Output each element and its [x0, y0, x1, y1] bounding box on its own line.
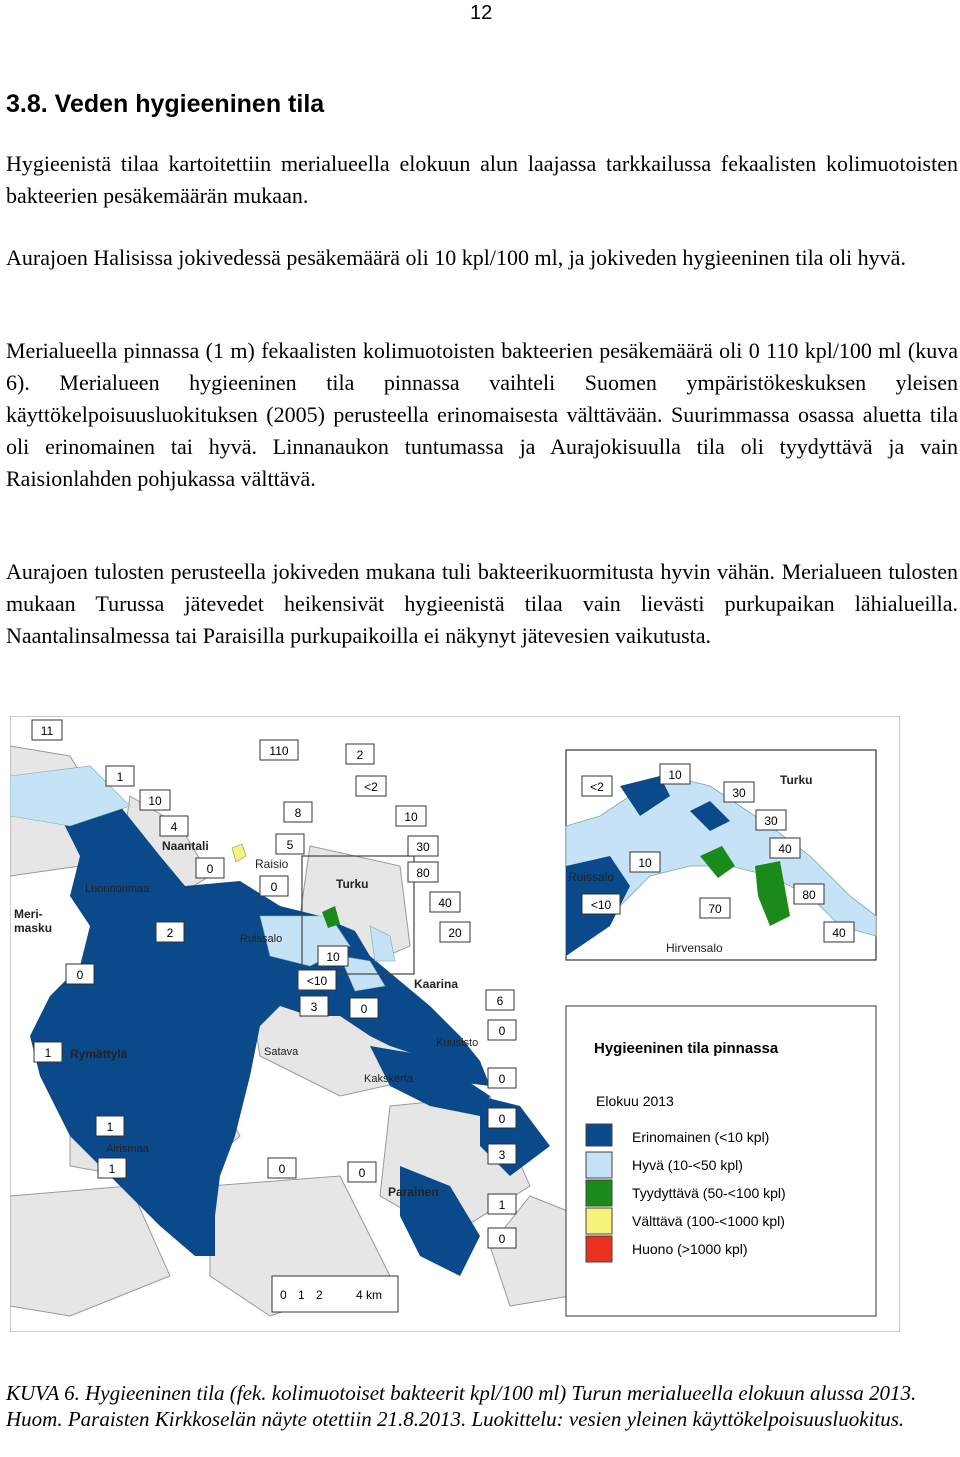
place-raisio: Raisio	[255, 857, 289, 871]
svg-text:4: 4	[170, 820, 178, 834]
svg-text:70: 70	[708, 902, 722, 916]
sample-value-8	[260, 876, 288, 896]
svg-text:8: 8	[294, 806, 302, 820]
svg-text:<10: <10	[306, 974, 328, 988]
svg-text:0: 0	[360, 1002, 368, 1016]
place-parainen: Parainen	[388, 1185, 439, 1199]
svg-text:0: 0	[270, 880, 278, 894]
place-ruissalo: Ruissalo	[240, 933, 283, 945]
place-merimasku: Meri-	[14, 907, 43, 921]
place-kaarina: Kaarina	[414, 977, 459, 991]
sample-value-14	[430, 892, 460, 912]
figure-caption: KUVA 6. Hygieeninen tila (fek. kolimuotoiset bakteerit kpl/100 ml) Turun merialueella elokuun alussa 2013. Huom. Paraisten Kirkkoselän näyte otettiin 21.8.2013. Luokittelu: vesien yleinen käyttökelpoisuusluokitus.	[6, 1381, 917, 1431]
svg-text:0: 0	[76, 968, 84, 982]
inset-value-8	[582, 894, 620, 914]
place-naantali: Naantali	[162, 839, 209, 853]
sample-value-7	[276, 834, 304, 854]
legend-title: Hygieeninen tila pinnassa	[594, 1040, 779, 1057]
paragraph-2: Aurajoen Halisissa jokivedessä pesäkemäärä oli 10 kpl/100 ml, ja jokiveden hygieeninen tila oli hyvä.	[6, 245, 906, 270]
svg-text:2: 2	[356, 748, 364, 762]
sample-value-26	[96, 1116, 124, 1136]
place-satava: Satava	[264, 1046, 299, 1058]
sample-value-15	[440, 922, 470, 942]
inset-value-0	[582, 776, 612, 796]
sample-value-16	[346, 744, 374, 764]
sample-value-3	[160, 816, 188, 836]
svg-text:30: 30	[416, 840, 430, 854]
svg-text:<2: <2	[364, 780, 378, 794]
svg-text:10: 10	[326, 950, 340, 964]
sample-value-17	[318, 946, 348, 966]
sample-value-25	[488, 1068, 516, 1088]
sample-value-5	[260, 740, 298, 760]
place-merimasku-2: masku	[14, 921, 53, 935]
svg-text:1: 1	[106, 1120, 114, 1134]
legend-label-3: Välttävä (100-<1000 kpl)	[632, 1213, 785, 1229]
svg-text:<2: <2	[590, 780, 604, 794]
page-number: 12	[470, 2, 493, 24]
sample-value-21	[34, 1042, 62, 1062]
inset-ruissalo: Ruissalo	[568, 870, 615, 884]
svg-text:30: 30	[732, 786, 746, 800]
svg-text:2: 2	[166, 926, 174, 940]
svg-text:11: 11	[40, 724, 54, 738]
scale-bar	[272, 1276, 398, 1312]
legend-swatch-0	[586, 1124, 612, 1146]
sample-value-4	[196, 858, 224, 878]
svg-text:<10: <10	[590, 898, 612, 912]
legend-swatch-2	[586, 1180, 612, 1206]
sample-value-11	[396, 806, 426, 826]
sample-value-19	[300, 996, 328, 1016]
sample-value-32	[268, 1158, 296, 1178]
svg-text:110: 110	[269, 744, 289, 758]
svg-text:40: 40	[438, 896, 452, 910]
sample-value-10	[356, 776, 386, 796]
inset-value-6	[770, 838, 800, 858]
sample-value-30	[488, 1194, 516, 1214]
svg-text:40: 40	[832, 926, 846, 940]
section-heading: 3.8. Veden hygieeninen tila	[6, 90, 325, 118]
sample-value-20	[66, 964, 94, 984]
sample-value-31	[488, 1228, 516, 1248]
legend-swatch-4	[586, 1236, 612, 1262]
svg-text:10: 10	[668, 768, 682, 782]
paragraph-3: Merialueella pinnassa (1 m) fekaalisten kolimuotoisten bakteerien pesäkemäärä oli 0 110 kpl/100 ml (kuva 6). Merialueen hygieeninen tila pinnassa vaihteli Suomen ympäristökeskuksen yleisen käyttökelpoisuusluokituksen (2005) perusteella erinomaisesta välttävään. Suurimmassa osassa aluetta tila oli erinomainen tai hyvä. Linnanaukon tuntumassa ja Aurajokisuulla tila oli tyydyttävä ja vain Raisionlahden pohjukassa välttävä.	[6, 338, 958, 491]
sample-value-24	[488, 1020, 516, 1040]
svg-text:1: 1	[498, 1198, 506, 1212]
place-kakskerta: Kakskerta	[364, 1073, 413, 1085]
svg-text:0: 0	[498, 1024, 506, 1038]
inset-hirvensalo: Hirvensalo	[666, 941, 723, 955]
legend	[566, 1006, 876, 1316]
sample-value-9	[156, 922, 184, 942]
sample-value-29	[488, 1144, 516, 1164]
sample-value-22	[350, 998, 378, 1018]
svg-text:1: 1	[108, 1162, 116, 1176]
inset-value-1	[660, 764, 690, 784]
scale-1: 1	[298, 1288, 305, 1302]
scale-4: 4 km	[356, 1288, 383, 1302]
sample-value-28	[98, 1158, 126, 1178]
legend-label-0: Erinomainen (<10 kpl)	[632, 1129, 770, 1145]
svg-text:0: 0	[358, 1166, 366, 1180]
paragraph-1: Hygieenistä tilaa kartoitettiin merialueella elokuun alun laajassa tarkkailussa fekaalisten kolimuotoisten bakteerien pesäkemäärän mukaan.	[6, 151, 958, 208]
place-rymattyla: Rymättylä	[70, 1047, 128, 1061]
svg-text:30: 30	[764, 814, 778, 828]
svg-text:0: 0	[498, 1072, 506, 1086]
sample-value-6	[284, 802, 312, 822]
place-turku: Turku	[336, 877, 369, 891]
svg-text:10: 10	[638, 856, 652, 870]
svg-text:10: 10	[404, 810, 418, 824]
place-airismaa: Airismaa	[106, 1143, 149, 1155]
sample-value-0	[32, 720, 62, 740]
svg-text:3: 3	[498, 1148, 506, 1162]
paragraph-4: Aurajoen tulosten perusteella jokiveden mukana tuli bakteerikuormitusta hyvin vähän. Merialueen tulosten mukaan Turussa jätevedet heikensivät hygieenistä tilaa vain lievästi purkupaikan lähialueilla. Naantalinsalmessa tai Paraisilla purkupaikoilla ei näkynyt jätevesien vaikutusta.	[6, 559, 958, 648]
svg-text:20: 20	[448, 926, 462, 940]
scale-0: 0	[280, 1288, 287, 1302]
sample-value-33	[348, 1162, 376, 1182]
svg-text:80: 80	[416, 866, 430, 880]
sample-value-13	[408, 862, 438, 882]
svg-text:0: 0	[498, 1232, 506, 1246]
svg-text:40: 40	[778, 842, 792, 856]
svg-text:5: 5	[286, 838, 294, 852]
inset-value-2	[724, 782, 754, 802]
svg-text:0: 0	[206, 862, 214, 876]
inset-value-7	[794, 884, 824, 904]
legend-swatch-3	[586, 1208, 612, 1234]
legend-date: Elokuu 2013	[596, 1093, 674, 1109]
svg-text:10: 10	[148, 794, 162, 808]
inset-value-5	[630, 852, 660, 872]
inset-value-4	[756, 810, 786, 830]
inset-value-10	[824, 922, 854, 942]
inset-value-9	[700, 898, 730, 918]
legend-swatch-1	[586, 1152, 612, 1178]
place-luonnonmaa: Luonnonmaa	[85, 883, 150, 895]
legend-label-1: Hyvä (10-<50 kpl)	[632, 1157, 743, 1173]
svg-text:0: 0	[498, 1112, 506, 1126]
sample-value-18	[298, 970, 336, 990]
sample-value-27	[488, 1108, 516, 1128]
svg-text:1: 1	[44, 1046, 52, 1060]
scale-2: 2	[316, 1288, 323, 1302]
legend-label-2: Tyydyttävä (50-<100 kpl)	[632, 1185, 786, 1201]
water-quality-map	[10, 716, 900, 1332]
svg-text:6: 6	[496, 994, 504, 1008]
legend-label-4: Huono (>1000 kpl)	[632, 1241, 748, 1257]
svg-text:0: 0	[278, 1162, 286, 1176]
svg-text:3: 3	[310, 1000, 318, 1014]
sample-value-23	[486, 990, 514, 1010]
sample-value-2	[140, 790, 170, 810]
svg-text:1: 1	[116, 770, 124, 784]
sample-value-1	[106, 766, 134, 786]
svg-text:80: 80	[802, 888, 816, 902]
sample-value-12	[408, 836, 438, 856]
place-kuusisto: Kuusisto	[436, 1037, 479, 1049]
inset-turku: Turku	[780, 773, 813, 787]
